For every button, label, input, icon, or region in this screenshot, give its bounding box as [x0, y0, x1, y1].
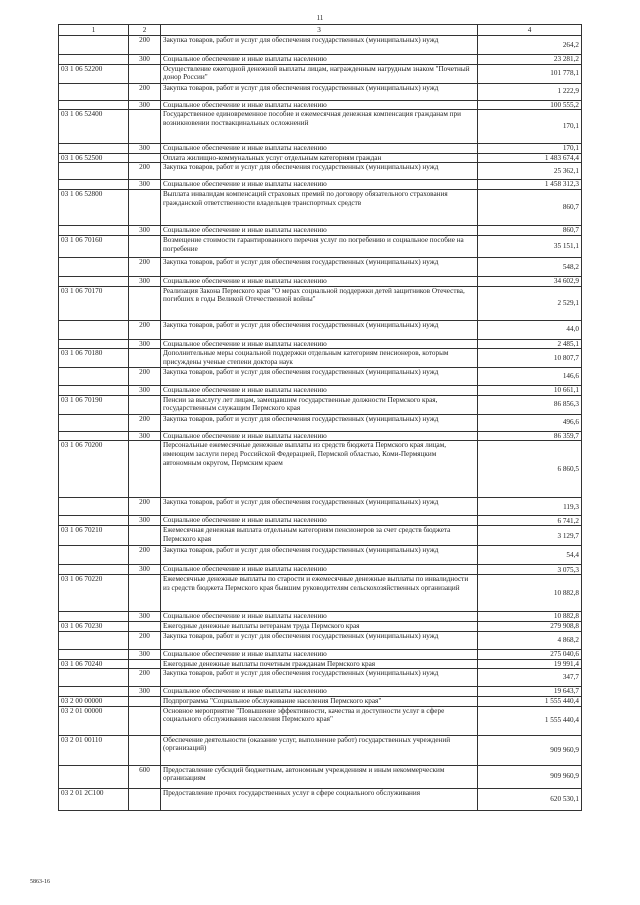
row-name: Закупка товаров, работ и услуг для обеспечения государственных (муниципальных) нужд: [161, 320, 478, 339]
table-row: [59, 339, 582, 349]
table-row: [59, 153, 582, 163]
row-name: Дополнительные меры социальной поддержки отдельным категориям пенсионеров, которым присуждены ученые степени доктора наук: [161, 349, 478, 368]
table-row: [59, 55, 582, 65]
row-code: [59, 516, 129, 526]
row-amount: 146,6: [478, 368, 582, 386]
row-amount: 1 555 440,4: [478, 706, 582, 735]
row-name: Социальное обеспечение и иные выплаты населению: [161, 516, 478, 526]
row-amount: 1 458 312,3: [478, 180, 582, 190]
row-code: 03 1 06 70230: [59, 621, 129, 631]
row-expense-type: 200: [129, 414, 161, 431]
row-name: Предоставление субсидий бюджетным, автономным учреждениям и иным некоммерческим организациям: [161, 765, 478, 788]
table-row: [59, 100, 582, 110]
row-code: [59, 36, 129, 55]
row-name: Социальное обеспечение и иные выплаты населению: [161, 225, 478, 235]
row-name: Социальное обеспечение и иные выплаты населению: [161, 55, 478, 65]
row-code: [59, 498, 129, 516]
row-amount: 860,7: [478, 225, 582, 235]
row-name: Обеспечение деятельности (оказание услуг, выполнение работ) государственных учреждений (организаций): [161, 735, 478, 765]
table-header: [59, 25, 582, 36]
table-row: [59, 431, 582, 441]
row-expense-type: [129, 441, 161, 498]
row-amount: 6 741,2: [478, 516, 582, 526]
row-amount: 10 882,8: [478, 575, 582, 612]
budget-table: [58, 24, 582, 811]
row-expense-type: 300: [129, 386, 161, 396]
row-amount: 170,1: [478, 144, 582, 154]
table-row: [59, 735, 582, 765]
row-expense-type: [129, 575, 161, 612]
row-expense-type: 300: [129, 180, 161, 190]
row-code: [59, 414, 129, 431]
row-amount: 2 529,1: [478, 286, 582, 320]
row-expense-type: 300: [129, 55, 161, 65]
row-name: Закупка товаров, работ и услуг для обеспечения государственных (муниципальных) нужд: [161, 631, 478, 649]
row-code: 03 1 06 70190: [59, 395, 129, 414]
row-amount: 19 643,7: [478, 687, 582, 697]
table-row: [59, 257, 582, 276]
row-name: Подпрограмма "Социальное обслуживание населения Пермского края": [161, 696, 478, 706]
row-name: Возмещение стоимости гарантированного перечня услуг по погребению и социальное пособие на погребение: [161, 235, 478, 257]
table-row: [59, 83, 582, 100]
header-col-1: 1: [59, 25, 129, 36]
row-code: 03 2 01 00000: [59, 706, 129, 735]
row-code: 03 1 06 70180: [59, 349, 129, 368]
row-amount: 2 485,1: [478, 339, 582, 349]
row-name: Закупка товаров, работ и услуг для обеспечения государственных (муниципальных) нужд: [161, 36, 478, 55]
row-expense-type: [129, 621, 161, 631]
table-row: [59, 36, 582, 55]
row-code: 03 2 01 00110: [59, 735, 129, 765]
row-code: 03 1 06 52400: [59, 110, 129, 144]
row-expense-type: [129, 235, 161, 257]
row-name: Ежемесячные денежные выплаты по старости и ежемесячные денежные выплаты по инвалидности из средств бюджета Пермского края бывшим руководителям сельскохозяйственных организаций: [161, 575, 478, 612]
row-expense-type: 200: [129, 257, 161, 276]
header-col-2: 2: [129, 25, 161, 36]
row-name: Оплата жилищно-коммунальных услуг отдельным категориям граждан: [161, 153, 478, 163]
table-row: [59, 441, 582, 498]
table-row: [59, 414, 582, 431]
table-row: [59, 659, 582, 669]
table-row: [59, 621, 582, 631]
row-code: [59, 83, 129, 100]
table-row: [59, 687, 582, 697]
row-code: 03 2 01 2С100: [59, 788, 129, 810]
row-name: Социальное обеспечение и иные выплаты населению: [161, 339, 478, 349]
row-expense-type: 300: [129, 687, 161, 697]
table-row: [59, 765, 582, 788]
row-name: Социальное обеспечение и иные выплаты населению: [161, 276, 478, 286]
row-name: Закупка товаров, работ и услуг для обеспечения государственных (муниципальных) нужд: [161, 163, 478, 180]
row-code: [59, 612, 129, 622]
row-code: [59, 631, 129, 649]
row-amount: 19 991,4: [478, 659, 582, 669]
row-expense-type: [129, 189, 161, 225]
row-expense-type: [129, 659, 161, 669]
row-name: Пенсии за выслугу лет лицам, замещавшим государственные должности Пермского края, государственным служащим Пермского края: [161, 395, 478, 414]
row-amount: 4 868,2: [478, 631, 582, 649]
table-row: [59, 631, 582, 649]
row-expense-type: 300: [129, 612, 161, 622]
row-name: Социальное обеспечение и иные выплаты населению: [161, 144, 478, 154]
row-expense-type: 300: [129, 516, 161, 526]
table-row: [59, 349, 582, 368]
row-amount: 34 602,9: [478, 276, 582, 286]
row-code: [59, 765, 129, 788]
table-row: [59, 526, 582, 546]
row-expense-type: [129, 64, 161, 83]
row-expense-type: 300: [129, 144, 161, 154]
row-name: Закупка товаров, работ и услуг для обеспечения государственных (муниципальных) нужд: [161, 368, 478, 386]
row-name: Реализация Закона Пермского края "О мерах социальной поддержки детей защитников Отечества, погибших в годы Великой Отечественной войны": [161, 286, 478, 320]
table-row: [59, 669, 582, 687]
row-amount: 496,6: [478, 414, 582, 431]
row-amount: 1 222,9: [478, 83, 582, 100]
row-code: [59, 320, 129, 339]
row-expense-type: [129, 696, 161, 706]
row-amount: 170,1: [478, 110, 582, 144]
row-name: Социальное обеспечение и иные выплаты населению: [161, 565, 478, 575]
table-row: [59, 516, 582, 526]
row-expense-type: 300: [129, 225, 161, 235]
row-name: Предоставление прочих государственных услуг в сфере социального обслуживания: [161, 788, 478, 810]
row-expense-type: 300: [129, 431, 161, 441]
row-amount: 909 960,9: [478, 735, 582, 765]
row-amount: 3 129,7: [478, 526, 582, 546]
row-code: [59, 431, 129, 441]
row-expense-type: [129, 110, 161, 144]
row-amount: 275 040,6: [478, 649, 582, 659]
row-name: Социальное обеспечение и иные выплаты населению: [161, 649, 478, 659]
table-row: [59, 163, 582, 180]
table-row: [59, 189, 582, 225]
row-expense-type: 200: [129, 83, 161, 100]
table-row: [59, 64, 582, 83]
row-code: 03 2 00 00000: [59, 696, 129, 706]
row-code: [59, 669, 129, 687]
row-code: [59, 339, 129, 349]
table-row: [59, 546, 582, 565]
row-expense-type: [129, 526, 161, 546]
row-code: [59, 144, 129, 154]
row-expense-type: 300: [129, 339, 161, 349]
row-amount: 1 483 674,4: [478, 153, 582, 163]
row-expense-type: 300: [129, 649, 161, 659]
row-code: [59, 180, 129, 190]
row-name: Закупка товаров, работ и услуг для обеспечения государственных (муниципальных) нужд: [161, 498, 478, 516]
row-name: Ежегодные денежные выплаты ветеранам труда Пермского края: [161, 621, 478, 631]
row-code: [59, 100, 129, 110]
row-amount: 35 151,1: [478, 235, 582, 257]
table-row: [59, 320, 582, 339]
row-name: Социальное обеспечение и иные выплаты населению: [161, 100, 478, 110]
row-name: Закупка товаров, работ и услуг для обеспечения государственных (муниципальных) нужд: [161, 83, 478, 100]
row-code: [59, 546, 129, 565]
row-amount: 86 856,3: [478, 395, 582, 414]
row-code: [59, 225, 129, 235]
row-expense-type: 200: [129, 546, 161, 565]
row-expense-type: 200: [129, 163, 161, 180]
row-name: Закупка товаров, работ и услуг для обеспечения государственных (муниципальных) нужд: [161, 669, 478, 687]
row-amount: 25 362,1: [478, 163, 582, 180]
row-code: [59, 687, 129, 697]
row-name: Выплата инвалидам компенсаций страховых премий по договору обязательного страхования гражданской ответственности владельцев транспортных средств: [161, 189, 478, 225]
row-amount: 86 359,7: [478, 431, 582, 441]
row-code: [59, 649, 129, 659]
row-amount: 620 530,1: [478, 788, 582, 810]
table-body: [59, 36, 582, 811]
table-row: [59, 235, 582, 257]
row-amount: 3 075,3: [478, 565, 582, 575]
row-code: 03 1 06 70220: [59, 575, 129, 612]
row-expense-type: 200: [129, 320, 161, 339]
row-code: 03 1 06 70160: [59, 235, 129, 257]
header-col-3: 3: [161, 25, 478, 36]
row-expense-type: 300: [129, 100, 161, 110]
row-expense-type: [129, 735, 161, 765]
row-name: Персональные ежемесячные денежные выплаты из средств бюджета Пермского края лицам, имеющим заслуги перед Российской Федерацией, Пермской областью, Коми-Пермяцким автономным округом, Пермским краем: [161, 441, 478, 498]
row-amount: 548,2: [478, 257, 582, 276]
table-row: [59, 612, 582, 622]
row-code: [59, 276, 129, 286]
row-expense-type: 200: [129, 669, 161, 687]
table-row: [59, 788, 582, 810]
row-name: Социальное обеспечение и иные выплаты населению: [161, 687, 478, 697]
row-amount: 54,4: [478, 546, 582, 565]
row-name: Закупка товаров, работ и услуг для обеспечения государственных (муниципальных) нужд: [161, 257, 478, 276]
row-amount: 264,2: [478, 36, 582, 55]
row-expense-type: 300: [129, 565, 161, 575]
row-amount: 44,0: [478, 320, 582, 339]
row-name: Социальное обеспечение и иные выплаты населению: [161, 431, 478, 441]
table-row: [59, 386, 582, 396]
row-name: Закупка товаров, работ и услуг для обеспечения государственных (муниципальных) нужд: [161, 546, 478, 565]
row-amount: 347,7: [478, 669, 582, 687]
header-col-4: 4: [478, 25, 582, 36]
row-amount: 10 661,1: [478, 386, 582, 396]
page-number: 11: [316, 14, 324, 22]
row-name: Ежегодные денежные выплаты почетным гражданам Пермского края: [161, 659, 478, 669]
row-expense-type: 200: [129, 368, 161, 386]
row-amount: 6 860,5: [478, 441, 582, 498]
row-code: 03 1 06 70170: [59, 286, 129, 320]
row-name: Основное мероприятие "Повышение эффективности, качества и доступности услуг в сфере социального обслуживания населения Пермского края": [161, 706, 478, 735]
row-name: Осуществление ежегодной денежной выплаты лицам, награжденным нагрудным знаком "Почетный донор России": [161, 64, 478, 83]
row-name: Социальное обеспечение и иные выплаты населению: [161, 386, 478, 396]
row-expense-type: [129, 153, 161, 163]
row-code: [59, 565, 129, 575]
table-row: [59, 368, 582, 386]
row-code: [59, 163, 129, 180]
row-amount: 100 555,2: [478, 100, 582, 110]
row-code: [59, 55, 129, 65]
row-code: 03 1 06 52500: [59, 153, 129, 163]
row-code: [59, 368, 129, 386]
row-amount: 279 908,8: [478, 621, 582, 631]
row-code: 03 1 06 70200: [59, 441, 129, 498]
row-expense-type: [129, 395, 161, 414]
row-amount: 23 281,2: [478, 55, 582, 65]
row-code: [59, 386, 129, 396]
row-name: Закупка товаров, работ и услуг для обеспечения государственных (муниципальных) нужд: [161, 414, 478, 431]
table-row: [59, 286, 582, 320]
row-amount: 909 960,9: [478, 765, 582, 788]
row-amount: 1 555 440,4: [478, 696, 582, 706]
table-row: [59, 649, 582, 659]
table-row: [59, 395, 582, 414]
row-expense-type: [129, 349, 161, 368]
row-amount: 119,3: [478, 498, 582, 516]
row-code: 03 1 06 70240: [59, 659, 129, 669]
row-code: 03 1 06 52200: [59, 64, 129, 83]
table-row: [59, 706, 582, 735]
row-amount: 10 807,7: [478, 349, 582, 368]
row-code: [59, 257, 129, 276]
row-name: Государственное единовременное пособие и ежемесячная денежная компенсация гражданам при возникновении поствакцинальных осложнений: [161, 110, 478, 144]
row-expense-type: 200: [129, 631, 161, 649]
row-expense-type: 300: [129, 276, 161, 286]
row-name: Социальное обеспечение и иные выплаты населению: [161, 612, 478, 622]
table-row: [59, 696, 582, 706]
table-row: [59, 110, 582, 144]
row-amount: 10 882,8: [478, 612, 582, 622]
row-amount: 860,7: [478, 189, 582, 225]
row-amount: 101 778,1: [478, 64, 582, 83]
row-expense-type: [129, 286, 161, 320]
row-code: 03 1 06 70210: [59, 526, 129, 546]
table-row: [59, 144, 582, 154]
row-expense-type: [129, 706, 161, 735]
table-row: [59, 498, 582, 516]
row-name: Социальное обеспечение и иные выплаты населению: [161, 180, 478, 190]
table-row: [59, 565, 582, 575]
row-code: 03 1 06 52800: [59, 189, 129, 225]
footer-code: 5863-16: [30, 879, 50, 885]
row-expense-type: 600: [129, 765, 161, 788]
row-expense-type: 200: [129, 36, 161, 55]
row-expense-type: 200: [129, 498, 161, 516]
table-row: [59, 180, 582, 190]
table-row: [59, 225, 582, 235]
row-expense-type: [129, 788, 161, 810]
table-row: [59, 276, 582, 286]
row-name: Ежемесячная денежная выплата отдельным категориям пенсионеров за счет средств бюджета Пермского края: [161, 526, 478, 546]
table-row: [59, 575, 582, 612]
